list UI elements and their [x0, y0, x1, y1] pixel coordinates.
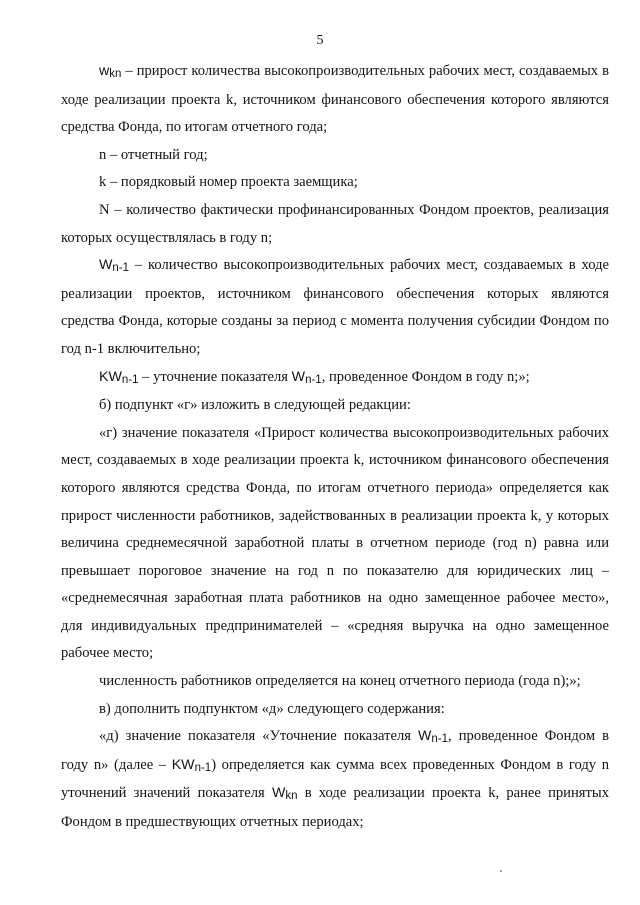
scan-speck — [500, 870, 502, 872]
subscript-n-1: n-1 — [112, 262, 130, 275]
subscript-n-1: n-1 — [121, 373, 139, 386]
page-number: 5 — [316, 33, 324, 48]
symbol-W: W — [99, 257, 113, 274]
paragraph-subitem-g: «г) значение показателя «Прирост количества высокопроизводительных рабочих мест, создаваемых в ходе реализации проекта k, источником финансового обеспечения которого являются средства Фонда, по итогам отчетного периода» определяется как прирост численности работников, задействованных в реализации проекта k, у которых величина среднемесячной заработной платы в отчетном периоде (год n) равна или превышает пороговое значение на год n по показателю для юридических лиц – «среднемесячная заработная плата работников на одно замещенное рабочее место», для индивидуальных предпринимателей – «средняя выручка на одно замещенное рабочее место; — [61, 424, 609, 662]
paragraph-subitem-b: б) подпункт «г» изложить в следующей редакции: — [99, 397, 411, 414]
paragraph-N-definition: N – количество фактически профинансированных Фондом проектов, реализация которых осуществлялась в году n; — [61, 201, 609, 246]
symbol-w: w — [99, 63, 110, 79]
subscript-n-1: n-1 — [194, 761, 212, 774]
paragraph-text: – уточнение показателя — [138, 368, 292, 385]
paragraph-text: , проведенное Фондом в году n» (далее – — [61, 728, 609, 773]
subscript-n-1: n-1 — [431, 733, 449, 746]
symbol-W: W — [271, 785, 286, 802]
symbol-KW: KW — [171, 756, 195, 773]
paragraph-wkn-definition — [61, 58, 609, 142]
paragraph-text: в ходе реализации проекта k, ранее принятых Фондом в предшествующих отчетных периодах; — [61, 785, 609, 831]
paragraph-text: – прирост количества высокопроизводительных рабочих мест, создаваемых в ходе реализации проекта k, источником финансового обеспечения которого являются средства Фонда, по итогам отчетного года; — [61, 63, 609, 136]
paragraph-subitem-d — [61, 723, 609, 836]
symbol-W: W — [291, 368, 306, 385]
paragraph-text: «д) значение показателя «Уточнение показателя — [99, 728, 418, 745]
paragraph-n-definition: n – отчетный год; — [99, 146, 208, 163]
paragraph-subitem-v: в) дополнить подпунктом «д» следующего содержания: — [99, 700, 445, 717]
paragraph-wn1-definition — [61, 252, 609, 363]
symbol-KW: KW — [99, 368, 122, 385]
paragraph-text: , проведенное Фондом в году n;»; — [321, 368, 530, 385]
subscript-kn: kn — [109, 68, 122, 80]
paragraph-headcount: численность работников определяется на конец отчетного периода (года n);»; — [99, 673, 581, 690]
paragraph-k-definition: k – порядковый номер проекта заемщика; — [99, 174, 358, 191]
paragraph-text: ) определяется как сумма всех проведенных Фондом в году n уточнений значений показателя — [61, 756, 609, 802]
subscript-n-1: n-1 — [305, 373, 322, 386]
document-body — [61, 58, 609, 837]
paragraph-text: – количество высокопроизводительных рабочих мест, создаваемых в ходе реализации проектов, источником финансового обеспечения которых являются средства Фонда, которые созданы за период с момента получения субсидии Фондом по год n-1 включительно; — [61, 257, 609, 357]
symbol-W: W — [418, 728, 432, 745]
paragraph-kwn1-definition — [61, 364, 609, 393]
subscript-kn: kn — [285, 790, 298, 803]
